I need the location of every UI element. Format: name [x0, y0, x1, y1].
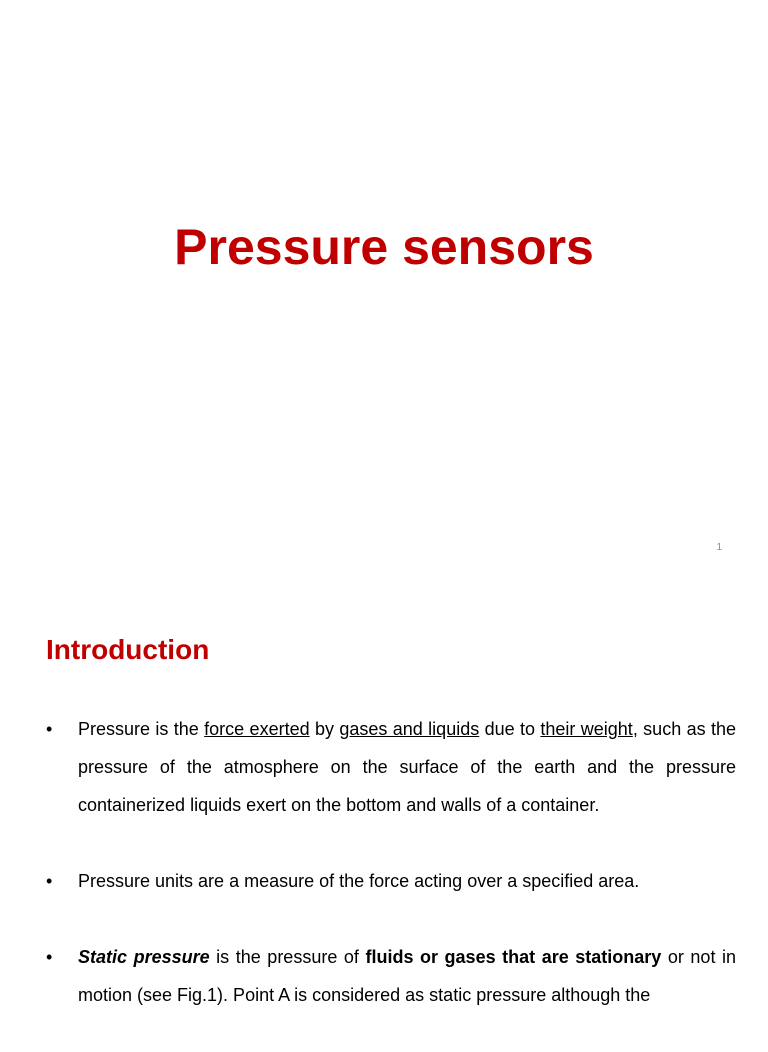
underlined-term-their-weight: their weight [540, 719, 633, 739]
text-run: Pressure units are a measure of the force acting over a specified area. [78, 871, 640, 891]
bullet-item-pressure-units [46, 862, 736, 900]
section-heading: Introduction [46, 634, 210, 665]
slide-divider [0, 576, 768, 584]
bullet-item-pressure-definition [46, 710, 736, 824]
text-run: is the pressure of [209, 947, 366, 967]
text-run: Pressure is the [78, 719, 205, 739]
underlined-term-force-exerted: force exerted [204, 719, 310, 739]
bullet-icon: • [46, 947, 53, 967]
text-run: by [309, 719, 340, 739]
bullet-list [46, 710, 736, 1052]
text-run: due to [479, 719, 541, 739]
text-run: , such as the pressure of the atmosphere on the surface of the earth and the pressure containerized liquids exert on the bottom and walls of a container. [78, 719, 736, 815]
underlined-term-gases-and-liquids: gases and liquids [339, 719, 480, 739]
slide-number: 1 [716, 542, 722, 553]
introduction-slide [0, 584, 768, 1024]
bold-phrase-stationary-fluids: fluids or gases that are stationary [365, 947, 662, 967]
bullet-item-static-pressure [46, 938, 736, 1014]
bullet-icon: • [46, 719, 53, 739]
text-run: or not in motion (see Fig.1). Point A is considered as static pressure although the [78, 947, 737, 1005]
bold-italic-term-static-pressure: Static pressure [78, 947, 210, 967]
slide-title: Pressure sensors [174, 219, 594, 275]
bullet-icon: • [46, 871, 53, 891]
